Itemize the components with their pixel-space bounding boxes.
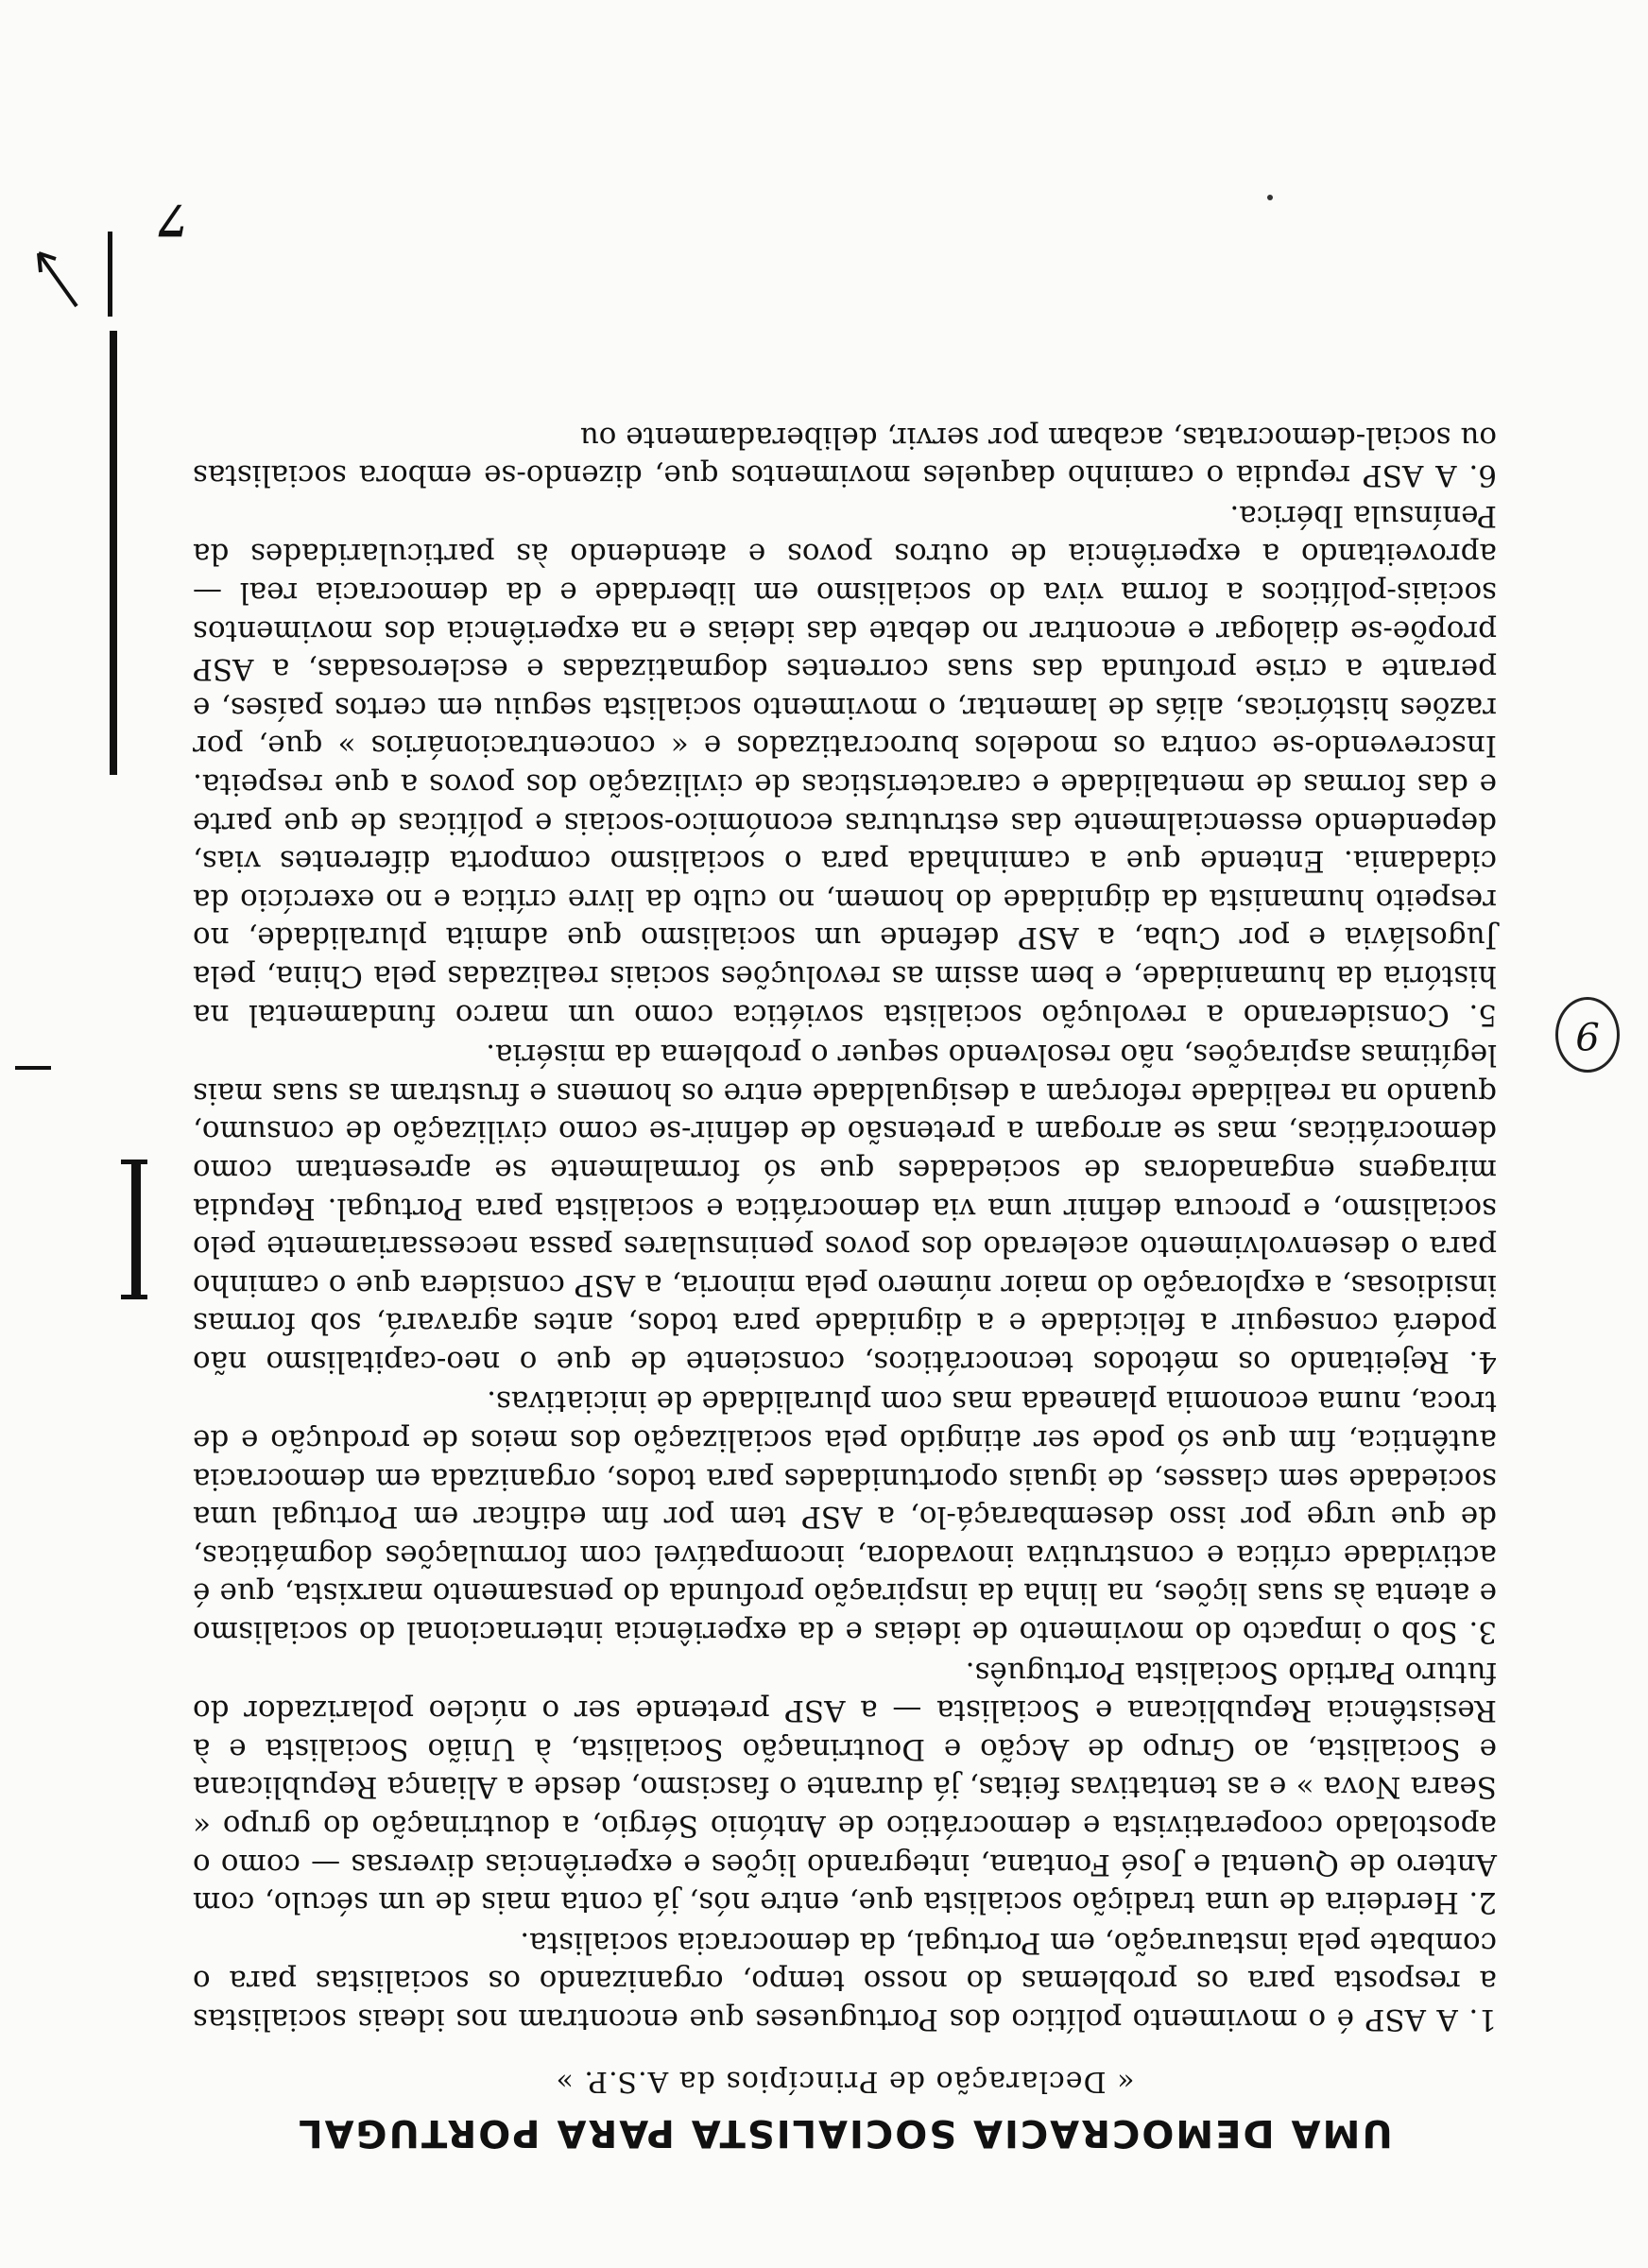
margin-bar-cap-mark xyxy=(121,1295,147,1299)
handwritten-arrow-icon xyxy=(18,236,84,312)
paragraph-1: 1. A ASP é o movimento político dos Portugueses que encontram nos ideais socialistas a resposta para os problemas do nosso tempo, organizando os socialistas para o combate pela instauração, em Portugal, da democracia socialista. xyxy=(193,1925,1497,2036)
document-body xyxy=(193,416,1497,2155)
document-subtitle: « Declaração de Princípios da A.S.P. » xyxy=(555,2065,1135,2098)
paragraph-6: 6. A ASP repudia o caminho daqueles movimentos que, dizendo-se embora socialistas ou social-democratas, acabam por servir, deliberadamente ou xyxy=(193,420,1497,493)
handwritten-circle-number: 9 xyxy=(1555,997,1620,1073)
page-number: 7 xyxy=(157,195,188,246)
paragraph-4: 4. Rejeitando os métodos tecnocráticos, consciente de que o neo-capitalismo não poderá conseguir a felicidade e a dignidade para todos, antes agravará, sob formas insidiosas, a exploração do maior número pela minoria, a ASP considera que o caminho para o desenvolvimento acelerado dos povos peninsulares passa necessariamente pelo socialismo, e procura definir uma via democrática e socialista para Portugal. Repudia miragens enganadoras de sociedades que só formalmente se apresentam como democráticas, mas se arrogam a pretensão de definir-se como civilização de consumo, quando na realidade reforçam a desigualdade entre os homens e frustram as suas mais legítimas aspirações, não resolvendo sequer o problema da miséria. xyxy=(193,1038,1497,1379)
paragraph-3: 3. Sob o impacto do movimento de ideias e da experiência internacional do socialismo e atenta às suas lições, na linha da inspiração profunda do pensamento marxista, que é actividade crítica e construtiva inovadora, incompatível com formulações dogmáticas, de que urge por isso desembaraçá-lo, a ASP tem por fim edificar em Portugal uma sociedade sem classes, de iguais oportunidades para todos, organizada em democracia autêntica, fim que só pode ser atingido pela socialização dos meios de produção e de troca, numa economia planeada mas com pluralidade de iniciativas. xyxy=(193,1384,1497,1650)
document-title: UMA DEMOCRACIA SOCIALISTA PARA PORTUGAL xyxy=(297,2111,1393,2155)
margin-bar-mark xyxy=(110,331,117,775)
margin-bar-mark xyxy=(131,1160,141,1299)
margin-bar-mark xyxy=(108,232,112,317)
paragraph-5: 5. Considerando a revolução socialista soviética como um marco fundamental na história da humanidade, e bem assim as revoluções sociais realizadas pela China, pela Jugoslávia e por Cuba, a ASP defende um socialismo que admita pluralidade, no respeito humanista da dignidade do homem, no culto da livre crítica e no exercício da cidadania. Entende que a caminhada para o socialismo comporta diferentes vias, dependendo essencialmente das estruturas económico-sociais e políticas de que parte e das formas de mentalidade e características de civilização dos povos a que respeita. Inscrevendo-se contra os modelos burocratizados e « concentracionários » que, por razões históricas, aliás de lamentar, o movimento socialista seguiu em certos países, e perante a crise profunda das suas correntes dogmatizadas e esclerosadas, a ASP propõe-se dialogar e encontrar no debate das ideias e na experiência dos movimentos sociais-políticos a forma viva do socialismo em liberdade e da democracia real — aproveitando a experiência de outros povos e atendendo às particularidades da Península Ibérica. xyxy=(193,498,1497,1032)
margin-tick-mark xyxy=(15,1066,51,1070)
speck-mark xyxy=(1267,195,1273,200)
paragraph-2: 2. Herdeira de uma tradição socialista que, entre nós, já conta mais de um século, com Antero de Quental e José Fontana, integrando lições e experiências diversas — como o apostolado cooperativista e democrático de António Sérgio, a doutrinação do grupo « Seara Nova » e as tentativas feitas, já durante o fascismo, desde a Aliança Republicana e Socialista, ao Grupo de Acção e Doutrinação Socialista, à União Socialista e à Resistência Republicana e Socialista — a ASP pretende ser o núcleo polarizador do futuro Partido Socialista Português. xyxy=(193,1655,1497,1920)
margin-bar-cap-mark xyxy=(121,1160,147,1164)
